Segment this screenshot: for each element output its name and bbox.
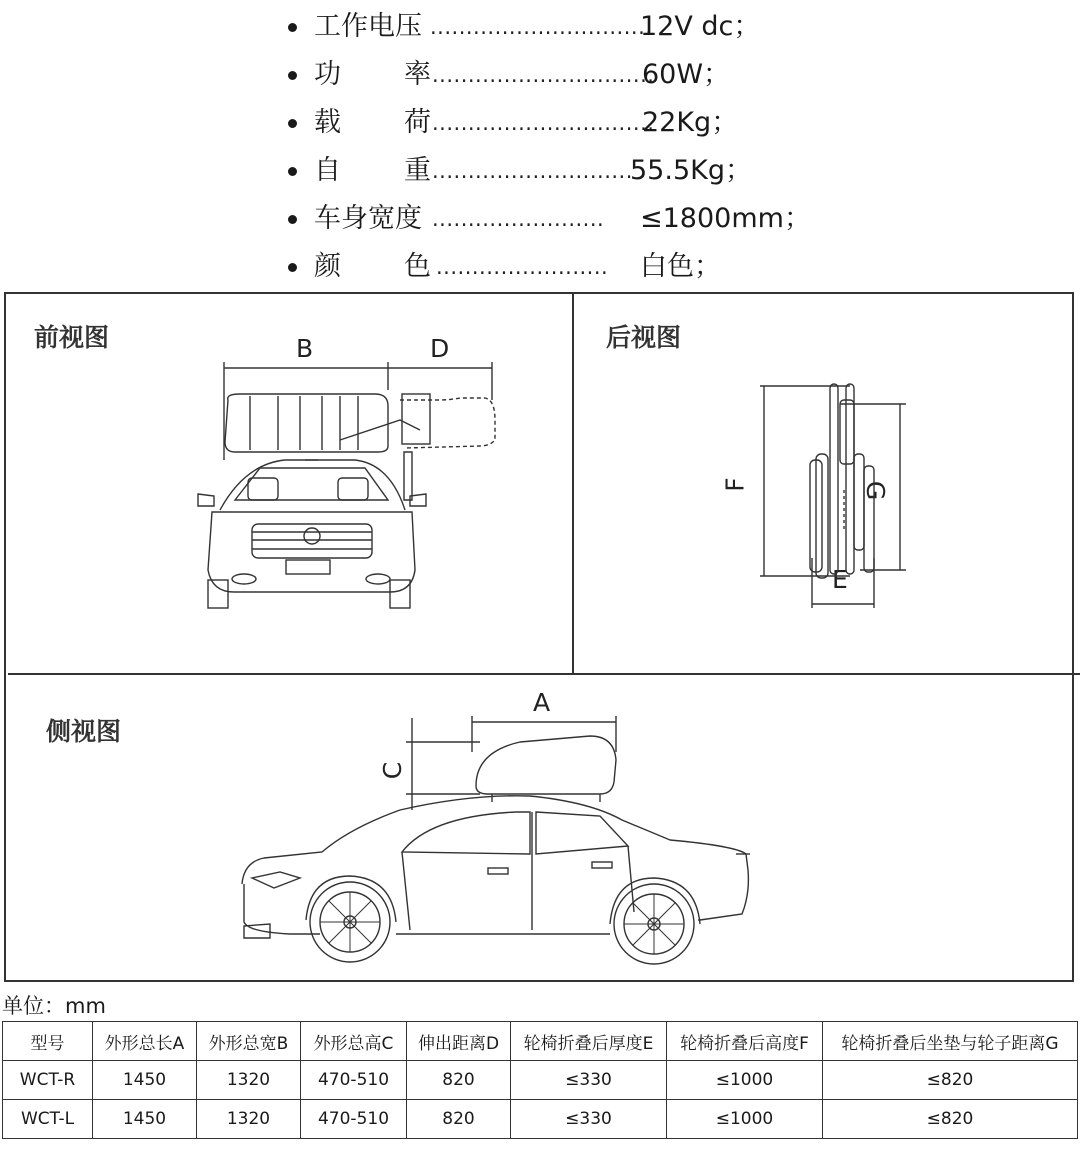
spec-label-b: 荷: [404, 107, 431, 138]
spec-voltage: [288, 4, 848, 52]
table-cell: 820: [407, 1061, 511, 1100]
spec-leader: ........................: [432, 207, 605, 231]
dimension-label-c: C: [378, 761, 408, 780]
table-header-cell: 外形总长A: [93, 1022, 197, 1061]
dimension-label-d: D: [430, 334, 450, 363]
table-cell: WCT-L: [3, 1100, 93, 1139]
table-cell: 1450: [93, 1100, 197, 1139]
spec-label-a: 载: [314, 107, 341, 138]
spec-power: [288, 52, 848, 100]
table-cell: 1450: [93, 1061, 197, 1100]
table-header-cell: 伸出距离D: [407, 1022, 511, 1061]
spec-value: 55.5Kg；: [630, 155, 752, 186]
spec-label-a: 颜: [314, 251, 341, 282]
spec-weight: [288, 148, 848, 196]
spec-label-b: 重: [404, 155, 431, 186]
bullet-icon: [288, 215, 297, 224]
dimension-label-g: G: [861, 480, 891, 501]
panel-divider-vertical: [572, 293, 574, 673]
table-cell: 1320: [197, 1061, 301, 1100]
bullet-icon: [288, 71, 297, 80]
table-cell: WCT-R: [3, 1061, 93, 1100]
spec-load: [288, 100, 848, 148]
spec-value: 12V dc；: [640, 11, 761, 42]
dimension-label-e: E: [832, 565, 848, 594]
table-header-cell: 外形总高C: [301, 1022, 407, 1061]
spec-body-width: [288, 196, 848, 244]
dimension-label-b: B: [296, 334, 314, 363]
table-header-row: [3, 1022, 1078, 1061]
table-cell: 1320: [197, 1100, 301, 1139]
table-row: [3, 1100, 1078, 1139]
table-cell: 820: [407, 1100, 511, 1139]
table-cell: ≤330: [511, 1061, 667, 1100]
table-header-cell: 轮椅折叠后坐垫与轮子距离G: [823, 1022, 1078, 1061]
bullet-icon: [288, 263, 297, 272]
table-cell: ≤1000: [667, 1061, 823, 1100]
side-view-drawing: [230, 712, 760, 970]
spec-label: 车身宽度: [314, 203, 422, 234]
bullet-icon: [288, 167, 297, 176]
spec-list: [288, 4, 848, 292]
table-cell: ≤820: [823, 1100, 1078, 1139]
spec-value: 60W；: [642, 59, 731, 90]
side-view-title: 侧视图: [46, 717, 122, 746]
panel-divider-horizontal: [8, 673, 1080, 675]
unit-label: 单位：mm: [2, 994, 106, 1018]
rear-view-title: 后视图: [606, 323, 682, 352]
table-cell: ≤820: [823, 1061, 1078, 1100]
spec-leader: ............................: [432, 159, 633, 183]
spec-value: 白色；: [640, 251, 721, 282]
table-header-cell: 型号: [3, 1022, 93, 1061]
spec-label: 工作电压: [314, 11, 422, 42]
table-row: [3, 1061, 1078, 1100]
table-header-cell: 轮椅折叠后厚度E: [511, 1022, 667, 1061]
table-cell: 470-510: [301, 1100, 407, 1139]
rear-view-drawing: [750, 380, 920, 615]
spec-leader: ...............................: [430, 15, 653, 39]
spec-label-a: 自: [314, 155, 341, 186]
front-view-drawing: [190, 360, 510, 615]
table-cell: ≤1000: [667, 1100, 823, 1139]
spec-color: [288, 244, 848, 292]
front-view-title: 前视图: [34, 323, 110, 352]
spec-value: 22Kg；: [642, 107, 739, 138]
spec-leader: ...............................: [432, 63, 655, 87]
spec-leader: ........................: [436, 255, 609, 279]
table-header-cell: 轮椅折叠后高度F: [667, 1022, 823, 1061]
spec-label-b: 色: [404, 251, 431, 282]
bullet-icon: [288, 119, 297, 128]
spec-label-b: 率: [404, 59, 431, 90]
table-header-cell: 外形总宽B: [197, 1022, 301, 1061]
bullet-icon: [288, 23, 297, 32]
dimension-label-a: A: [533, 688, 551, 717]
table-cell: 470-510: [301, 1061, 407, 1100]
dimension-label-f: F: [720, 477, 750, 492]
spec-label-a: 功: [314, 59, 341, 90]
spec-table: [2, 1021, 1078, 1139]
spec-leader: ...............................: [432, 111, 655, 135]
spec-value: ≤1800mm；: [640, 203, 811, 234]
table-cell: ≤330: [511, 1100, 667, 1139]
